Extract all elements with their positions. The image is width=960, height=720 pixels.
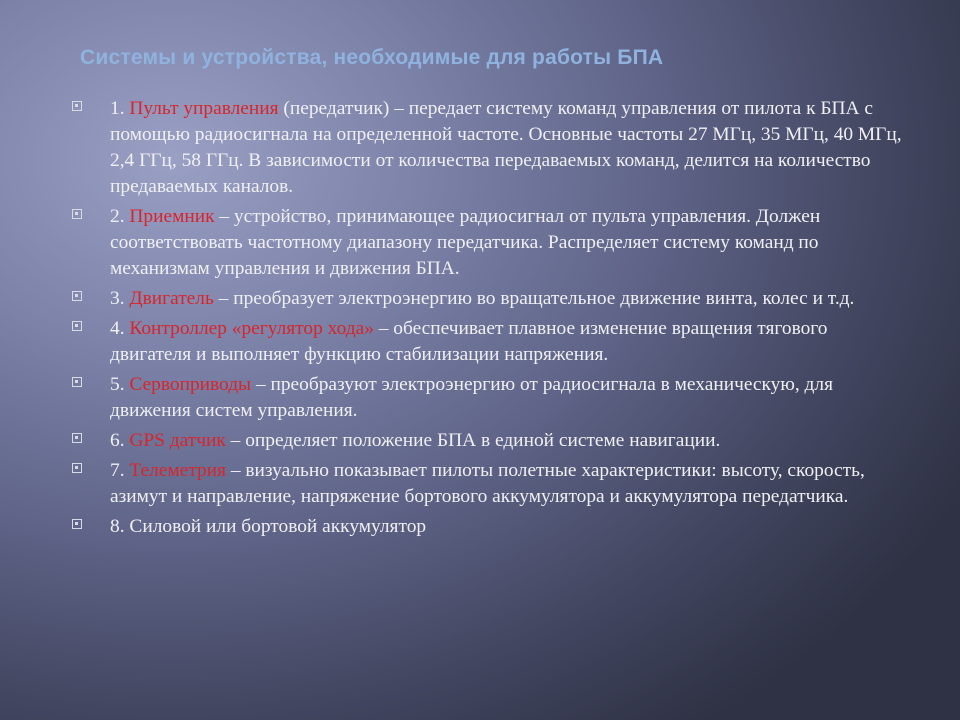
list-item <box>72 458 912 510</box>
square-bullet-icon <box>72 377 82 387</box>
square-bullet-icon <box>72 433 82 443</box>
item-term: Приемник <box>129 206 215 227</box>
item-text: (передатчик) – передает систему команд управления от пилота к БПА с помощью радиосигнала на определенной частоте. Основные частоты 27 МГц, 35 МГц, 40 МГц, 2,4 ГГц, 58 ГГц. В зависимости от количества передаваемых команд, делится на количество предаваемых каналов. <box>110 98 902 197</box>
item-text: – преобразует электроэнергию во вращательное движение винта, колес и т.д. <box>213 288 855 309</box>
list-item <box>72 286 912 312</box>
slide-title: Системы и устройства, необходимые для работы БПА <box>80 46 664 69</box>
item-text: – визуально показывает пилоты полетные характеристики: высоту, скорость, азимут и направление, напряжение бортового аккумулятора и аккумулятора передатчика. <box>110 460 865 507</box>
list-item <box>72 96 912 200</box>
item-number: 4. <box>110 318 130 339</box>
square-bullet-icon <box>72 321 82 331</box>
square-bullet-icon <box>72 291 82 301</box>
bullet-list <box>72 96 912 544</box>
item-text: – обеспечивает плавное изменение вращения тягового двигателя и выполняет функцию стабилизации напряжения. <box>110 318 828 365</box>
item-term: Контроллер «регулятор хода» <box>129 318 374 339</box>
square-bullet-icon <box>72 463 82 473</box>
item-number: 1. <box>110 98 130 119</box>
item-term: GPS датчик <box>129 430 226 451</box>
item-term: Двигатель <box>129 288 214 309</box>
item-text: – преобразуют электроэнергию от радиосигнала в механическую, для движения систем управления. <box>110 374 834 421</box>
item-term: Пульт управления <box>129 98 279 119</box>
item-text: – определяет положение БПА в единой системе навигации. <box>225 430 721 451</box>
list-item <box>72 428 912 454</box>
square-bullet-icon <box>72 209 82 219</box>
item-number: 8. Силовой или бортовой аккумулятор <box>110 516 427 537</box>
item-number: 3. <box>110 288 130 309</box>
item-term: Сервоприводы <box>129 374 252 395</box>
item-number: 7. <box>110 460 130 481</box>
square-bullet-icon <box>72 101 82 111</box>
list-item <box>72 204 912 282</box>
square-bullet-icon <box>72 519 82 529</box>
item-number: 5. <box>110 374 130 395</box>
item-number: 6. <box>110 430 130 451</box>
list-item <box>72 514 912 540</box>
item-term: Телеметрия <box>129 460 226 481</box>
item-number: 2. <box>110 206 130 227</box>
item-text: – устройство, принимающее радиосигнал от пульта управления. Должен соответствовать частотному диапазону передатчика. Распределяет систему команд по механизмам управления и движения БПА. <box>110 206 821 279</box>
list-item <box>72 316 912 368</box>
list-item <box>72 372 912 424</box>
